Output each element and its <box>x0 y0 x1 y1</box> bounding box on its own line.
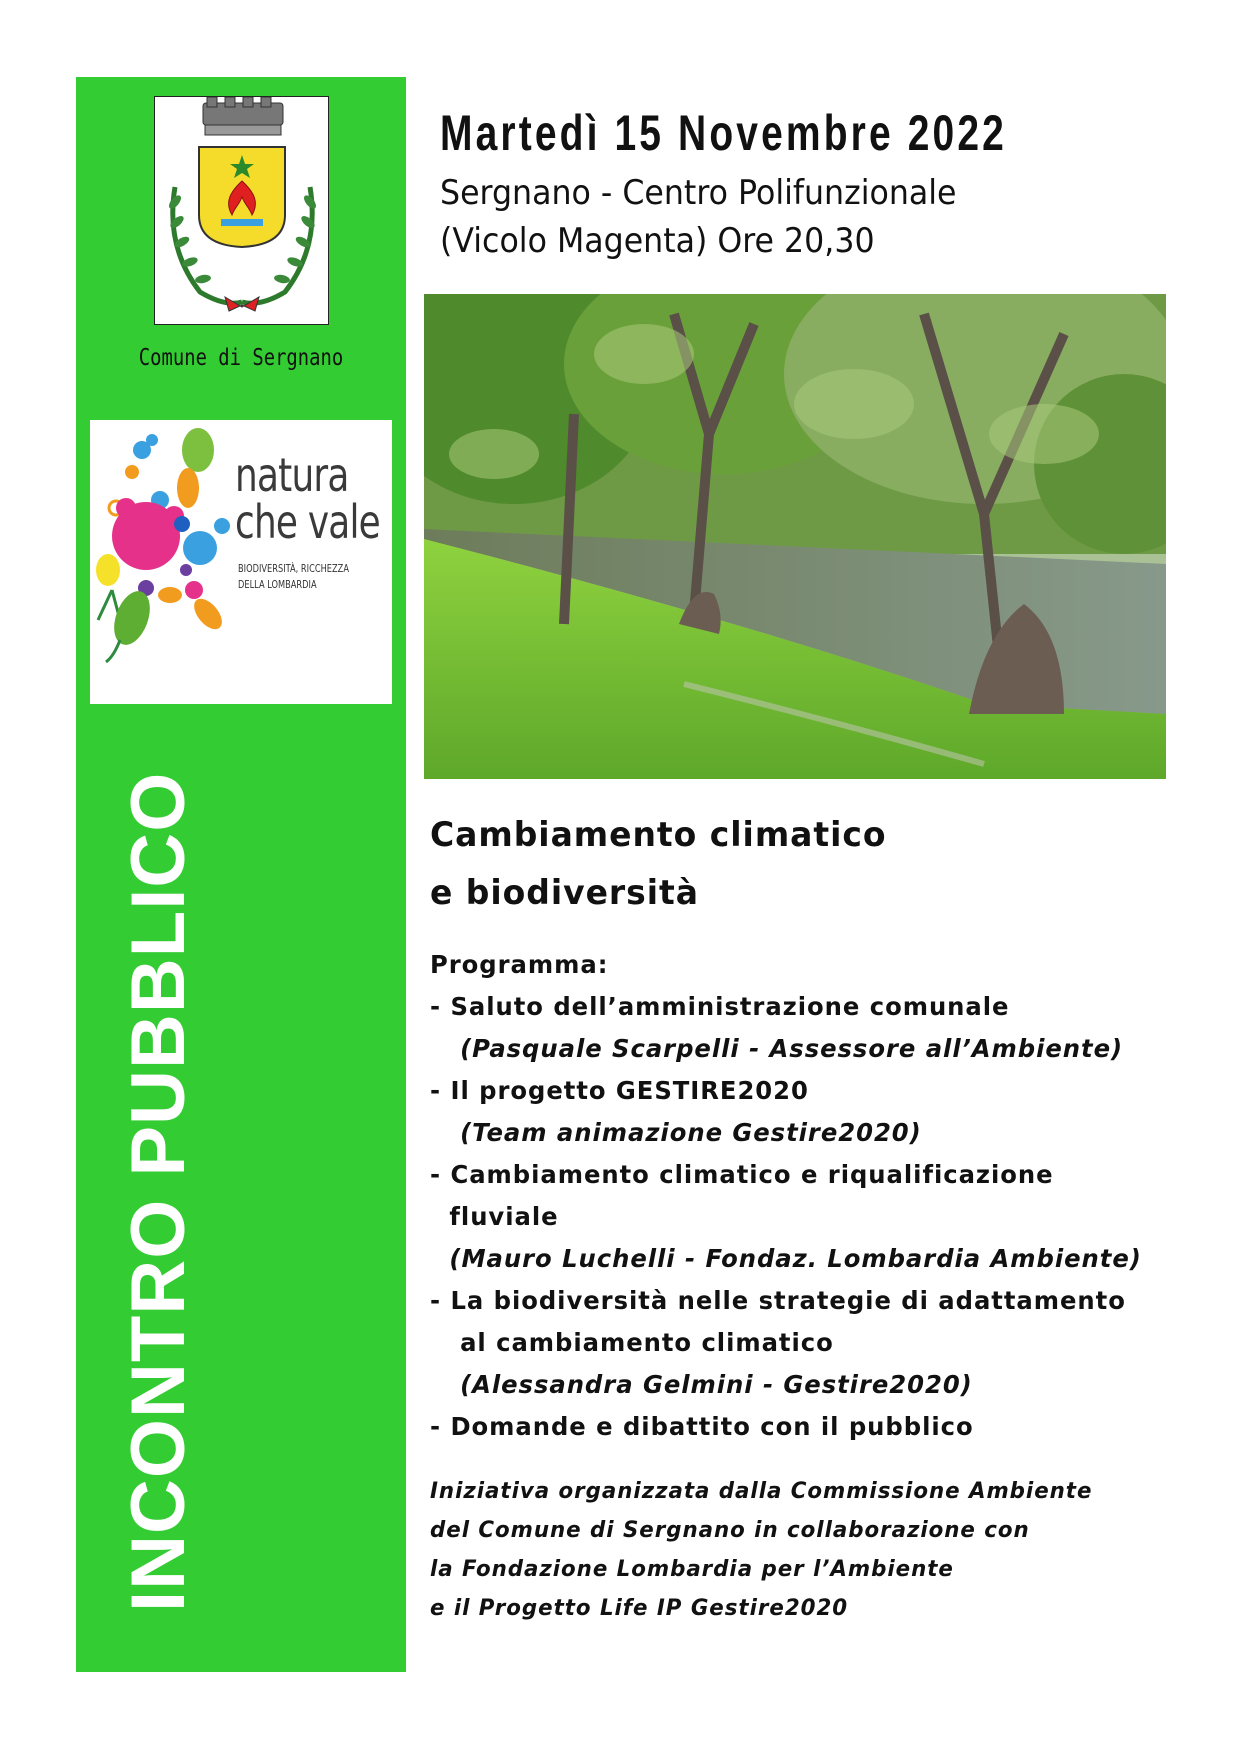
natura-che-vale-logo <box>90 420 392 704</box>
green-sidebar <box>76 77 406 1672</box>
program-item-speaker: (Team animazione Gestire2020) <box>460 1118 922 1147</box>
program-item: - Saluto dell’amministrazione comunale <box>430 992 1010 1021</box>
organizer-note-line: Iniziativa organizzata dalla Commissione Ambiente <box>430 1479 1093 1504</box>
organizer-note <box>430 1472 1190 1628</box>
programma-list <box>430 944 1190 1448</box>
program-item: - Domande e dibattito con il pubblico <box>430 1412 974 1441</box>
program-item-speaker: (Alessandra Gelmini - Gestire2020) <box>460 1370 973 1399</box>
organizer-note-line: del Comune di Sergnano in collaborazione con <box>430 1518 1030 1543</box>
event-date: Martedì 15 Novembre 2022 <box>440 105 1007 161</box>
logo-title-line2: che vale <box>235 495 380 549</box>
program-item: - Cambiamento climatico e riqualificazione <box>430 1160 1054 1189</box>
program-item-speaker: (Pasquale Scarpelli - Assessore all’Ambiente) <box>460 1034 1124 1063</box>
programma-heading: Programma: <box>430 950 609 979</box>
venue-line-1: Sergnano - Centro Polifunzionale <box>440 173 957 213</box>
program-item-continued: fluviale <box>449 1202 559 1231</box>
logo-subtitle-line1: BIODIVERSITÀ, RICCHEZZA <box>238 562 349 575</box>
topic-title-line1: Cambiamento climatico <box>430 815 887 855</box>
logo-title-line1: natura <box>235 448 349 502</box>
organizer-note-line: la Fondazione Lombardia per l’Ambiente <box>430 1557 954 1582</box>
topic-title-line2: e biodiversità <box>430 873 700 913</box>
coat-of-arms-icon <box>155 97 330 326</box>
river-photo <box>424 294 1166 779</box>
incontro-pubblico-title: INCONTRO PUBBLICO <box>116 771 201 1612</box>
program-item: - La biodiversità nelle strategie di adattamento <box>430 1286 1126 1315</box>
program-item: - Il progetto GESTIRE2020 <box>430 1076 809 1105</box>
venue-line-2: (Vicolo Magenta) Ore 20,30 <box>440 221 875 261</box>
river-landscape-image <box>424 294 1166 779</box>
organizer-note-line: e il Progetto Life IP Gestire2020 <box>430 1596 849 1621</box>
logo-subtitle-line2: DELLA LOMBARDIA <box>238 578 317 591</box>
program-item-speaker: (Mauro Luchelli - Fondaz. Lombardia Ambiente) <box>449 1244 1142 1273</box>
comune-label: Comune di Sergnano <box>138 345 344 371</box>
program-item-continued: al cambiamento climatico <box>460 1328 834 1357</box>
coat-of-arms <box>154 96 329 325</box>
